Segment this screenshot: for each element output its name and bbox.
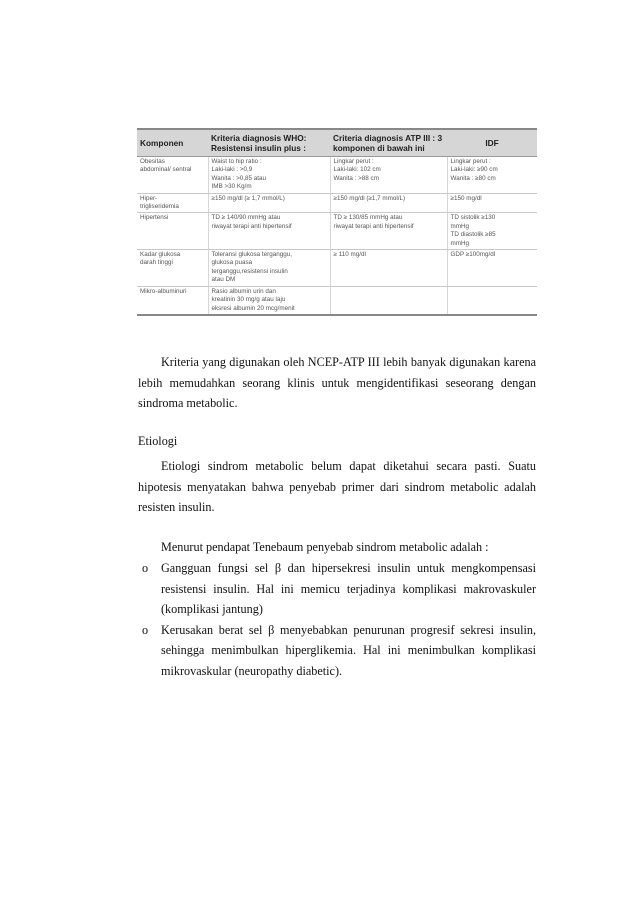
cell-atp — [330, 250, 447, 287]
cell-line: ≥150 mg/dl (≥1,7 mmol/L) — [333, 194, 406, 202]
cell-line: Laki-laki: ≥90 cm — [450, 166, 498, 174]
list-item-text: Gangguan fungsi sel β dan hipersekresi insulin untuk mengkompensasi resistensi insulin. Hal ini memicu terjadinya komplikasi makrovaskuler (komplikasi jantung) — [161, 561, 536, 616]
cell-line: ≥ 110 mg/dl — [333, 251, 366, 259]
paragraph-text: Etiologi sindrom metabolic belum dapat diketahui secara pasti. Suatu hipotesis menyatakan bahwa penyebab primer dari sindrom metabolic adalah resisten insulin. — [138, 459, 536, 514]
criteria-table-container — [137, 128, 537, 316]
cell-line: Kadar glukosa — [140, 251, 181, 259]
cell-line: Wanita : ≥80 cm — [450, 174, 496, 182]
cell-line: Lingkar perut : — [333, 158, 374, 165]
cell-line: mmHg — [450, 239, 470, 247]
criteria-table — [137, 128, 537, 316]
list-item-text: Kerusakan berat sel β menyebabkan penurunan progresif sekresi insulin, sehingga menimbulkan hiperglikemia. Hal ini menimbulkan komplikasi mikrovaskular (neuropathy diabetic). — [161, 622, 536, 678]
header-idf: IDF — [447, 129, 537, 157]
bullet-list — [138, 558, 536, 681]
paragraph-text: Menurut pendapat Tenebaum penyebab sindrom metabolic adalah : — [161, 540, 489, 554]
cell-line: TD sistolik ≥130 — [450, 214, 496, 222]
cell-line: Mikro-albuminuri — [140, 287, 187, 295]
cell-line: abdominal/ sentral — [140, 166, 192, 174]
cell-line: glukosa puasa — [211, 259, 253, 267]
cell-who — [208, 250, 330, 287]
cell-komponen — [137, 250, 208, 287]
list-item — [138, 558, 536, 620]
cell-komponen — [137, 286, 208, 315]
heading-etiologi: Etiologi — [138, 434, 178, 448]
paragraph-text: Kriteria yang digunakan oleh NCEP-ATP III lebih banyak digunakan karena lebih memudahkan seorang klinis untuk mengidentifikasi seseorang dengan sindroma metabolic. — [138, 355, 536, 410]
cell-komponen — [137, 193, 208, 213]
cell-line: ≥150 mg/dl (≥ 1,7 mmol/L) — [211, 194, 285, 202]
cell-komponen — [137, 213, 208, 250]
cell-line: Laki-laki: 102 cm — [333, 166, 381, 174]
cell-line: Laki-laki : >0,9 — [211, 166, 253, 174]
paragraph-etiologi — [138, 456, 536, 518]
cell-line: GDP ≥100mg/dl — [450, 251, 496, 259]
cell-line: TD diastolik ≥85 — [450, 231, 496, 239]
cell-line: Obesitas — [140, 158, 165, 165]
cell-line: Lingkar perut : — [450, 158, 491, 165]
header-who: Kriteria diagnosis WHO: Resistensi insulin plus : — [208, 129, 330, 157]
cell-line: TD ≥ 130/85 mmHg atau — [333, 214, 403, 222]
table-row — [137, 157, 537, 194]
cell-who — [208, 157, 330, 194]
table-row — [137, 286, 537, 315]
bullet-marker: o — [142, 622, 149, 637]
list-item — [138, 620, 536, 682]
cell-line: mmHg — [450, 222, 470, 230]
cell-line: Wanita : >88 cm — [333, 174, 379, 182]
cell-line: ≥150 mg/dl — [450, 194, 482, 202]
table-row — [137, 213, 537, 250]
cell-line: Waist to hip ratio : — [211, 158, 262, 165]
cell-idf — [447, 213, 537, 250]
bullet-marker: o — [142, 561, 149, 575]
cell-atp — [330, 213, 447, 250]
cell-atp — [330, 193, 447, 213]
cell-line: kreatinin 30 mg/g atau laju — [211, 296, 286, 304]
cell-line: riwayat terapi anti hipertensif — [333, 222, 414, 230]
header-atp: Criteria diagnosis ATP III : 3 komponen di bawah ini — [330, 129, 447, 157]
cell-line: Toleransi glukosa terganggu, — [211, 251, 293, 259]
cell-line: Wanita : >0,85 atau — [211, 174, 267, 182]
cell-line: Rasio albumin urin dan — [211, 287, 276, 295]
cell-line: terganggu,resistensi insulin — [211, 267, 288, 275]
cell-line: IMB >30 Kg/m — [211, 183, 252, 191]
cell-idf — [447, 286, 537, 315]
cell-idf — [447, 157, 537, 194]
cell-atp — [330, 157, 447, 194]
cell-who — [208, 193, 330, 213]
cell-idf — [447, 193, 537, 213]
table-row — [137, 250, 537, 287]
cell-line: Hiper- — [140, 194, 158, 202]
cell-line: riwayat terapi anti hipertensif — [211, 222, 292, 230]
cell-who — [208, 286, 330, 315]
header-komponen: Komponen — [137, 129, 208, 157]
cell-line: atau DM — [211, 276, 236, 284]
cell-idf — [447, 250, 537, 287]
paragraph-tenebaum — [138, 537, 536, 558]
cell-line: TD ≥ 140/90 mmHg atau — [211, 214, 281, 222]
cell-line: Hipertensi — [140, 214, 169, 222]
cell-line: eksresi albumin 20 mcg/menit — [211, 304, 295, 312]
cell-komponen — [137, 157, 208, 194]
cell-who — [208, 213, 330, 250]
cell-atp — [330, 286, 447, 315]
cell-line: trigliseridemia — [140, 203, 179, 211]
table-header-row — [137, 129, 537, 157]
cell-line: darah tinggi — [140, 259, 173, 267]
paragraph-ncep — [138, 352, 536, 414]
table-row — [137, 193, 537, 213]
